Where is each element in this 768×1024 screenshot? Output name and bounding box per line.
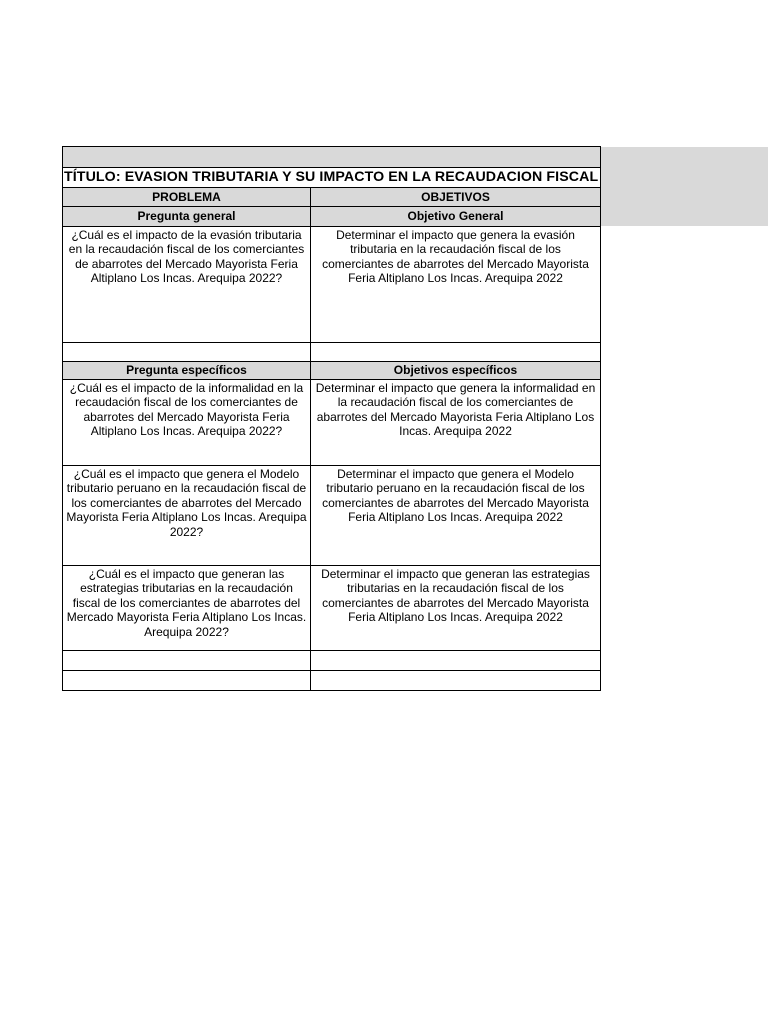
top-blank-row xyxy=(63,146,601,168)
empty-cell xyxy=(63,671,311,691)
specific-question-cell: ¿Cuál es el impacto que generan las estrategias tributarias en la recaudación fiscal de los comerciantes de abarrotes del Mercado Mayorista Feria Altiplano Los Incas. Arequipa 2022? xyxy=(63,566,311,651)
specific-question-cell: ¿Cuál es el impacto de la informalidad en la recaudación fiscal de los comerciantes de abarrotes del Mercado Mayorista Feria Altiplano Los Incas. Arequipa 2022? xyxy=(63,380,311,466)
general-question-header: Pregunta general xyxy=(63,207,311,227)
specific-objective-cell: Determinar el impacto que genera la informalidad en la recaudación fiscal de los comerciantes de abarrotes del Mercado Mayorista Feria Altiplano Los Incas. Arequipa 2022 xyxy=(311,380,601,466)
specific-question-cell: ¿Cuál es el impacto que genera el Modelo tributario peruano en la recaudación fiscal de los comerciantes de abarrotes del Mercado Mayorista Feria Altiplano Los Incas. Arequipa 2022? xyxy=(63,466,311,566)
empty-cell xyxy=(311,671,601,691)
general-question-cell: ¿Cuál es el impacto de la evasión tributaria en la recaudación fiscal de los comerciantes de abarrotes del Mercado Mayorista Feria Altiplano Los Incas. Arequipa 2022? xyxy=(63,227,311,343)
general-objective-cell: Determinar el impacto que genera la evasión tributaria en la recaudación fiscal de los comerciantes de abarrotes del Mercado Mayorista Feria Altiplano Los Incas. Arequipa 2022 xyxy=(311,227,601,343)
problem-column-header: PROBLEMA xyxy=(63,187,311,207)
specific-objective-cell: Determinar el impacto que genera el Modelo tributario peruano en la recaudación fiscal de los comerciantes de abarrotes del Mercado Mayorista Feria Altiplano Los Incas. Arequipa 2022 xyxy=(311,466,601,566)
general-objective-header: Objetivo General xyxy=(311,207,601,227)
specific-objective-header: Objetivos específicos xyxy=(311,362,601,380)
gray-side-panel xyxy=(600,147,768,226)
empty-cell xyxy=(311,651,601,671)
specific-question-header: Pregunta específicos xyxy=(63,362,311,380)
title-row xyxy=(63,168,601,187)
empty-cell xyxy=(63,343,311,362)
empty-cell xyxy=(311,343,601,362)
objectives-column-header: OBJETIVOS xyxy=(311,187,601,207)
document-title: TÍTULO: EVASION TRIBUTARIA Y SU IMPACTO EN LA RECAUDACION FISCAL xyxy=(64,169,599,185)
research-matrix-table xyxy=(62,146,600,691)
specific-objective-cell: Determinar el impacto que generan las estrategias tributarias en la recaudación fiscal de los comerciantes de abarrotes del Mercado Mayorista Feria Altiplano Los Incas. Arequipa 2022 xyxy=(311,566,601,651)
empty-cell xyxy=(63,651,311,671)
